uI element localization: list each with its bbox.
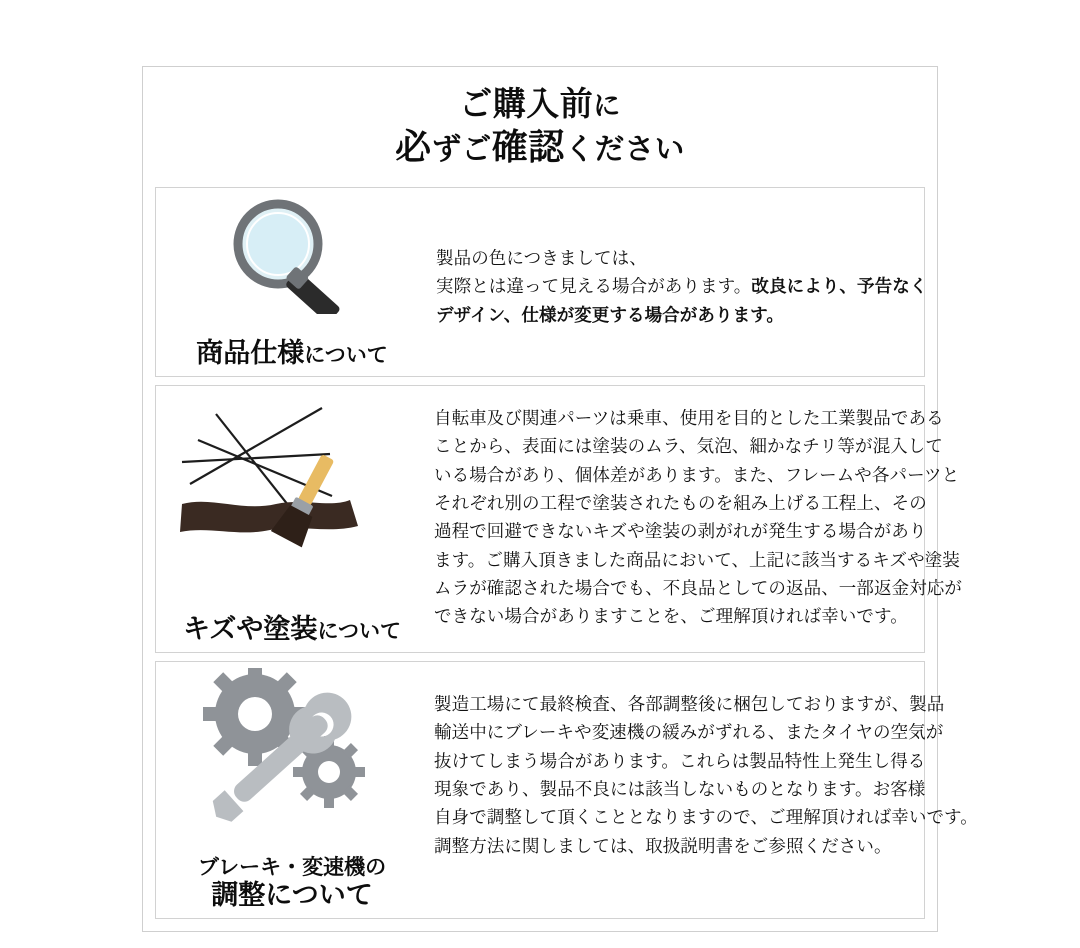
paint-line-6: ます。ご購入頂きました商品において、上記に該当するキズや塗装	[434, 549, 960, 570]
title-line-1	[143, 83, 937, 124]
section-spec-label	[156, 338, 428, 368]
section-brake-label-line2: 調整について	[211, 879, 373, 910]
section-spec-label-suffix: について	[304, 343, 388, 367]
brake-line-4: 現象であり、製品不良には該当しないものとなります。お客様	[434, 779, 926, 800]
paint-line-2: ことから、表面には塗装のムラ、気泡、細かなチリ等が混入して	[434, 436, 943, 457]
title-line-2-c: 確認	[491, 126, 565, 168]
brake-line-5: 自身で調整して頂くこととなりますので、ご理解頂ければ幸いです。	[434, 807, 978, 828]
paint-line-7: ムラが確認された場合でも、不良品としての返品、一部返金対応が	[434, 578, 962, 599]
brake-line-2: 輸送中にブレーキや変速機の緩みがずれる、またタイヤの空気が	[434, 722, 944, 743]
paint-line-4: それぞれ別の工程で塗装されたものを組み上げる工程上、その	[434, 493, 927, 514]
paint-line-3: いる場合があり、個体差があります。また、フレームや各パーツと	[434, 464, 960, 485]
spec-line-2	[436, 272, 928, 300]
page-title	[143, 83, 937, 169]
spec-line-2-normal: 実際とは違って見える場合があります。	[436, 276, 752, 297]
section-paint-label-main: キズや塗装	[182, 613, 318, 644]
gear-wrench-icon	[156, 668, 428, 828]
spec-line-3-bold: デザイン、仕様が変更する場合があります。	[436, 304, 784, 325]
section-product-spec	[155, 187, 928, 377]
section-brake-label	[156, 856, 428, 910]
section-brake-adjust	[155, 661, 978, 919]
paint-brush-icon	[156, 392, 428, 564]
paint-line-5: 過程で回避できないキズや塗装の剥がれが発生する場合があり	[434, 521, 927, 542]
section-spec-left	[156, 188, 428, 376]
title-line-1-suffix: に	[593, 91, 621, 121]
spec-line-3	[436, 301, 906, 329]
title-line-1-main: ご購入前	[459, 85, 594, 122]
paint-line-1: 自転車及び関連パーツは乗車、使用を目的とした工業製品である	[434, 408, 944, 428]
brake-line-6: 調整方法に関しましては、取扱説明書をご参照ください。	[434, 835, 892, 856]
spec-line-2-bold: 改良により、予告なく	[751, 276, 928, 297]
magnifier-icon	[156, 194, 428, 314]
notice-card	[142, 66, 978, 932]
section-paint-label	[156, 614, 428, 644]
section-spec-label-main: 商品仕様	[196, 337, 305, 368]
section-brake-text	[434, 690, 978, 860]
spec-line-1: 製品の色につきましては、	[436, 248, 647, 268]
title-line-2-d: ください	[564, 133, 685, 167]
section-paint-label-suffix: について	[317, 619, 402, 643]
title-line-2	[143, 124, 937, 169]
brake-line-1: 製造工場にて最終検査、各部調整後に梱包しておりますが、製品	[434, 694, 945, 714]
section-spec-text	[436, 244, 928, 329]
paint-line-8: できない場合がありますことを、ご理解頂ければ幸いです。	[434, 606, 908, 627]
section-paint-text	[434, 404, 962, 631]
title-line-2-b: ずご	[431, 133, 492, 167]
section-brake-label-line1: ブレーキ・変速機の	[197, 856, 387, 880]
section-scratch-paint	[155, 385, 962, 653]
title-line-2-a: 必	[395, 126, 432, 168]
brake-line-3: 抜けてしまう場合があります。これらは製品特性上発生し得る	[434, 750, 926, 771]
section-brake-left	[156, 662, 428, 918]
section-paint-left	[156, 386, 428, 652]
